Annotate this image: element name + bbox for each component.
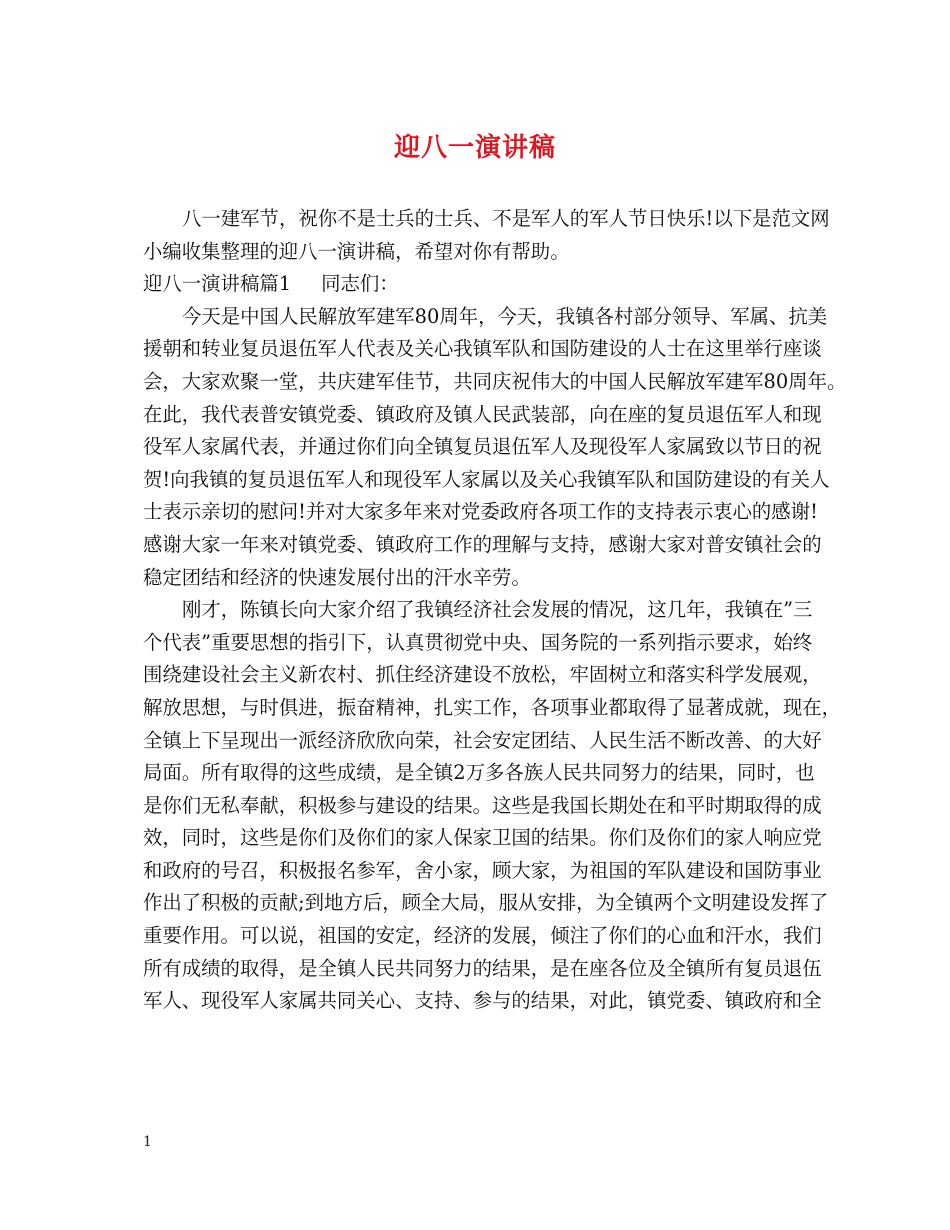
paragraph-line: 所有成绩的取得，是全镇人民共同努力的结果，是在座各位及全镇所有复员退伍 xyxy=(143,956,822,980)
paragraph-line: 士表示亲切的慰问!并对大家多年来对党委政府各项工作的支持表示衷心的感谢! xyxy=(143,500,818,524)
page-number: 1 xyxy=(143,1134,152,1150)
paragraph-line: 役军人家属代表，并通过你们向全镇复员退伍军人及现役军人家属致以节日的祝 xyxy=(143,435,822,459)
paragraph-line: 解放思想，与时俱进，振奋精神，扎实工作，各项事业都取得了显著成就，现在， xyxy=(143,695,842,719)
intro-line: 小编收集整理的迎八一演讲稿，希望对你有帮助。 xyxy=(143,239,570,263)
paragraph-line: 在此，我代表普安镇党委、镇政府及镇人民武装部，向在座的复员退伍军人和现 xyxy=(143,402,822,426)
section-heading: 迎八一演讲稿篇1 xyxy=(143,272,292,296)
paragraph-line: 效，同时，这些是你们及你们的家人保家卫国的结果。你们及你们的家人响应党 xyxy=(143,826,822,850)
paragraph-line: 局面。所有取得的这些成绩，是全镇2万多各族人民共同努力的结果，同时，也 xyxy=(143,761,815,785)
document-title: 迎八一演讲稿 xyxy=(393,133,556,163)
paragraph-line: 贺!向我镇的复员退伍军人和现役军人家属以及关心我镇军队和国防建设的有关人 xyxy=(143,467,830,491)
paragraph-line: 军人、现役军人家属共同关心、支持、参与的结果，对此，镇党委、镇政府和全 xyxy=(143,989,822,1013)
document-body xyxy=(143,203,847,1018)
paragraph-line: 会，大家欢聚一堂，共庆建军佳节，共同庆祝伟大的中国人民解放军建军80周年。 xyxy=(143,369,847,393)
paragraph-line: 感谢大家一年来对镇党委、镇政府工作的理解与支持，感谢大家对普安镇社会的 xyxy=(143,532,822,556)
paragraph-line: 刚才，陈镇长向大家介绍了我镇经济社会发展的情况，这几年，我镇在”三 xyxy=(182,598,813,622)
paragraph-line: 和政府的号召，积极报名参军，舍小家，顾大家，为祖国的军队建设和国防事业 xyxy=(143,858,822,882)
intro-line: 八一建军节，祝你不是士兵的士兵、不是军人的军人节日快乐!以下是范文网 xyxy=(182,207,830,230)
salutation: 同志们： xyxy=(321,272,399,296)
paragraph-line: 个代表”重要思想的指引下，认真贯彻党中央、国务院的一系列指示要求，始终 xyxy=(143,630,813,654)
paragraph-line: 今天是中国人民解放军建军80周年，今天，我镇各村部分领导、军属、抗美 xyxy=(182,304,828,328)
paragraph-line: 援朝和转业复员退伍军人代表及关心我镇军队和国防建设的人士在这里举行座谈 xyxy=(143,337,822,361)
paragraph-line: 围绕建设社会主义新农村、抓住经济建设不放松，牢固树立和落实科学发展观， xyxy=(143,663,822,687)
section-heading-line xyxy=(143,268,823,301)
paragraph-line: 作出了积极的贡献;到地方后，顾全大局，服从安排，为全镇两个文明建设发挥了 xyxy=(143,891,829,915)
paragraph-line: 是你们无私奉献，积极参与建设的结果。这些是我国长期处在和平时期取得的成 xyxy=(143,793,822,817)
paragraph-line: 稳定团结和经济的快速发展付出的汗水辛劳。 xyxy=(143,565,531,589)
paragraph-line: 全镇上下呈现出一派经济欣欣向荣，社会安定团结、人民生活不断改善、的大好 xyxy=(143,728,822,752)
paragraph-line: 重要作用。可以说，祖国的安定，经济的发展，倾注了你们的心血和汗水，我们 xyxy=(143,924,822,948)
